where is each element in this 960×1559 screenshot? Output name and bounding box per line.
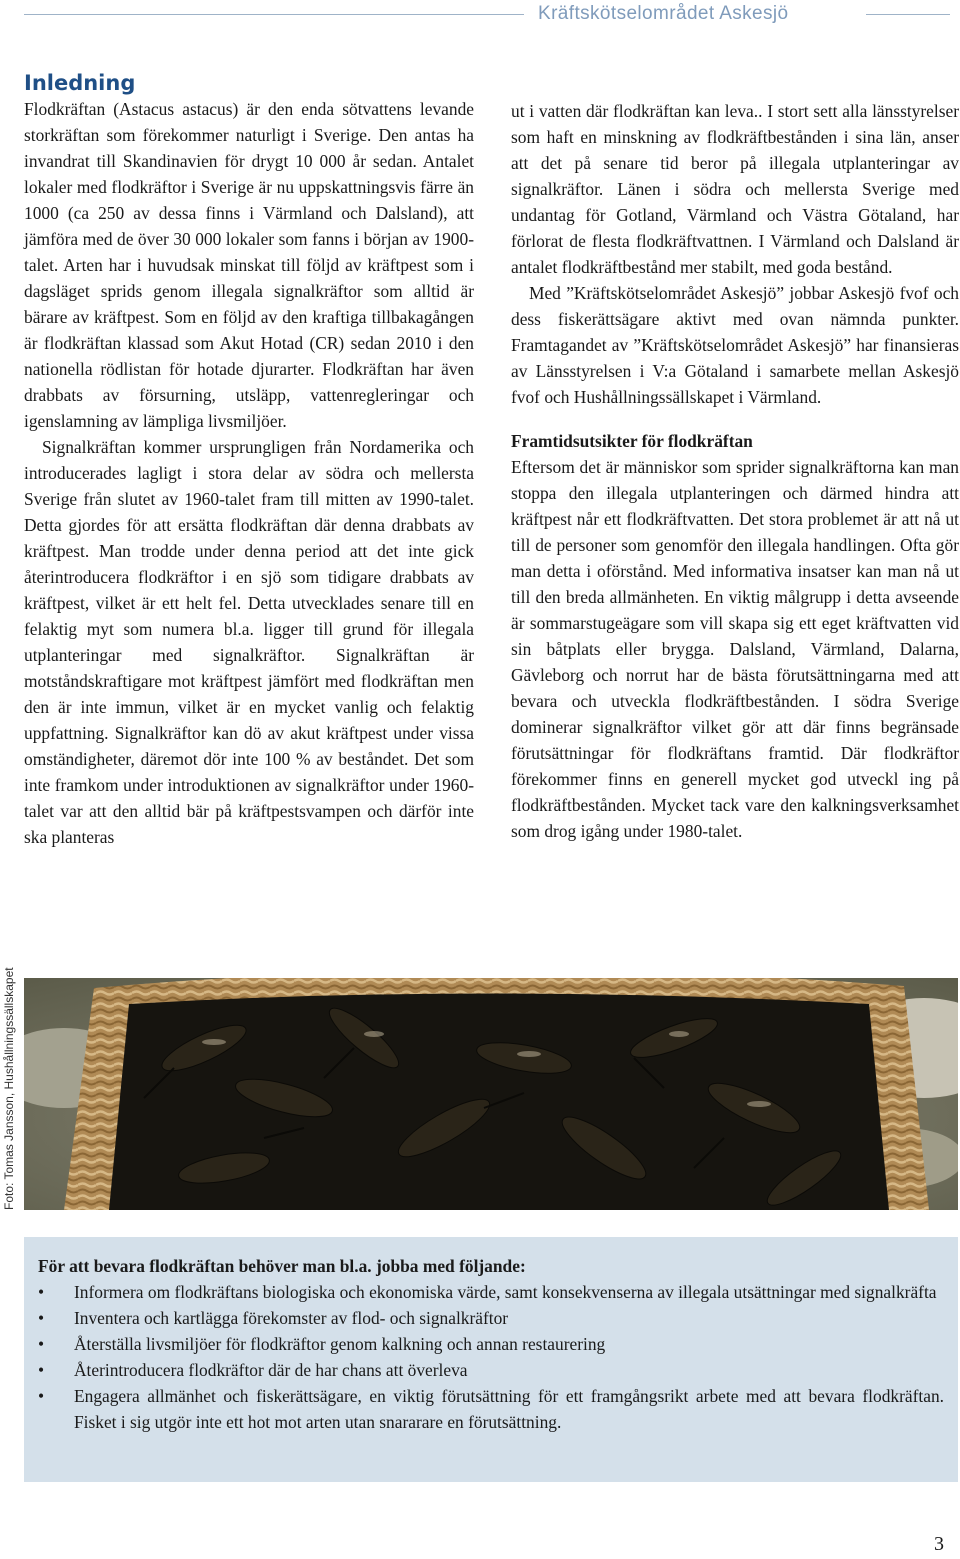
callout-title: För att bevara flodkräftan behöver man bl.a. jobba med följande: xyxy=(38,1256,526,1276)
callout-list xyxy=(38,1279,944,1435)
header-rule-right xyxy=(866,14,950,15)
intro-paragraph-3: ut i vatten där flodkräftan kan leva.. I stort sett alla länsstyrelser som haft en minskning av flodkräftbestånden i sina län, anser att det på senare tid beror på illegala utplanteringar av signalkräftor. Länen i södra och mellersta Sverige med undantag för Gotland, Värmland och Västra Götaland, har förlorat de flesta flodkräftvattnen. I Värmland och Dalsland är antalet flodkräftbestånd mer stabilt, med goda bestånd. xyxy=(511,101,959,277)
callout-list-item: • Inventera och kartlägga förekomster av flod- och signalkräftor xyxy=(38,1305,944,1331)
running-header-title: Kräftskötselområdet Askesjö xyxy=(538,3,789,24)
page-number: 3 xyxy=(934,1533,944,1555)
intro-heading: Inledning xyxy=(24,71,136,95)
crayfish-basket-illustration xyxy=(24,978,958,1210)
callout-list-item: • Återställa livsmiljöer för flodkräftor genom kalkning och annan restaurering xyxy=(38,1331,944,1357)
crayfish-basket-photo xyxy=(24,978,958,1210)
intro-paragraph-4: Med ”Kräftskötselområdet Askesjö” jobbar Askesjö fvof och dess fiskerättsägare aktivt med ovan nämnda punkter. Framtagandet av ”Kräftskötselområdet Askesjö” har finansieras av Länsstyrelsen i V:a Götaland i samarbete mellan Askesjö fvof och Hushållningssällskapet i Värmland. xyxy=(511,283,959,407)
callout-list-item: • Återintroducera flodkräftor där de har chans att överleva xyxy=(38,1357,944,1383)
intro-paragraph-2: Signalkräftan kommer ursprungligen från Nordamerika och introducerades lagligt i stora delar av södra och mellersta Sverige från slutet av 1960-talet fram till mitten av 1990-talet. Detta gjordes för att ersätta flodkräftan där denna drabbats av kräftpest. Man trodde under denna period att det inte gick återintroducera flodkräftor i en sjö som tidigare drabbats av kräftpest, vilket är ett helt fel. Detta utvecklades senare till en felaktig myt som numera bl.a. ligger till grund för illegala utplanteringar med signalkräftor. Signalkräftan är motståndskraftigare mot kräftpest jämfört med flodkräftan men den är inte immun, vilket är en mycket vanlig och felaktig uppfattning. Signalkräftor kan dö av akut kräftpest under vissa omständigheter, däremot dör inte 100 % av beståndet. Det som inte framkom under introduktionen av signalkräftor under 1960-talet var att den alltid bär på kräftpestsvampen och därför inte ska planteras xyxy=(24,437,474,847)
header-rule-left xyxy=(24,14,524,15)
future-paragraph: Eftersom det är människor som sprider signalkräftorna kan man stoppa den illegala utplanteringen och därmed hindra att kräftpest når ett flodkräftvatten. Det stora problemet är att nå ut till de personer som genomför den illegala handlingen. Ofta gör man detta i oförstånd. Med informativa insatser kan man nå ut till den breda allmänheten. En viktig målgrupp i detta avseende är sommarstugeägare som vill skapa sig ett eget kräftvatten vid sin båtplats eller brygga. Dalsland, Värmland, Dalarna, Gävleborg och norrut har de bästa förutsättningarna med att bevara och utveckla flodkräftbestånden. I södra Sverige dominerar signalkräftor vilket gör att där finns begränsade förutsättningar för flodkräftans framtid. Där flodkräftor förekommer finns en generell mycket god utveckl ing på flodkräftbestånden. Mycket tack vare den kalkningsverksamhet som drog igång under 1980-talet. xyxy=(511,457,959,841)
callout-list-item: • Engagera allmänhet och fiskerättsägare, en viktig förutsättning för ett framgångsrikt arbete med att bevara flodkräftan. Fisket i sig utgör inte ett hot mot arten utan snararare en förutsättning. xyxy=(38,1383,944,1435)
left-text-column xyxy=(24,70,474,850)
conservation-callout-box xyxy=(24,1237,958,1482)
photo-credit: Foto: Tomas Jansson, Hushållningssällskapet xyxy=(2,967,16,1210)
callout-list-item: • Informera om flodkräftans biologiska och ekonomiska värde, samt konsekvenserna av illegala utsättningar med signalkräfta xyxy=(38,1279,944,1305)
intro-paragraph-1: Flodkräftan (Astacus astacus) är den enda sötvattens levande storkräftan som förekommer naturligt i Sverige. Den antas ha invandrat till Skandinavien för drygt 10 000 år sedan. Antalet lokaler med flodkräftor i Sverige är nu uppskattningsvis färre än 1000 (ca 250 av dessa finns i Värmland och Dalsland), att jämföra med de över 30 000 lokaler som fanns i början av 1900-talet. Arten har i huvudsak minskat till följd av kräftpest som i dagsläget sprids genom illegala signalkräftor som alltid är bärare av kräftpest. Som en följd av den kraftiga tillbakagången är flodkräftan klassad som Akut Hotad (CR) sedan 2010 i den nationella rödlistan för hotade djurarter. Flodkräftan har även drabbats av försurning, utsläpp, vattenregleringar och igenslamning av lämpliga livsmiljöer. xyxy=(24,99,474,431)
future-heading: Framtidsutsikter för flodkräftan xyxy=(511,431,753,451)
right-text-column xyxy=(511,98,959,844)
